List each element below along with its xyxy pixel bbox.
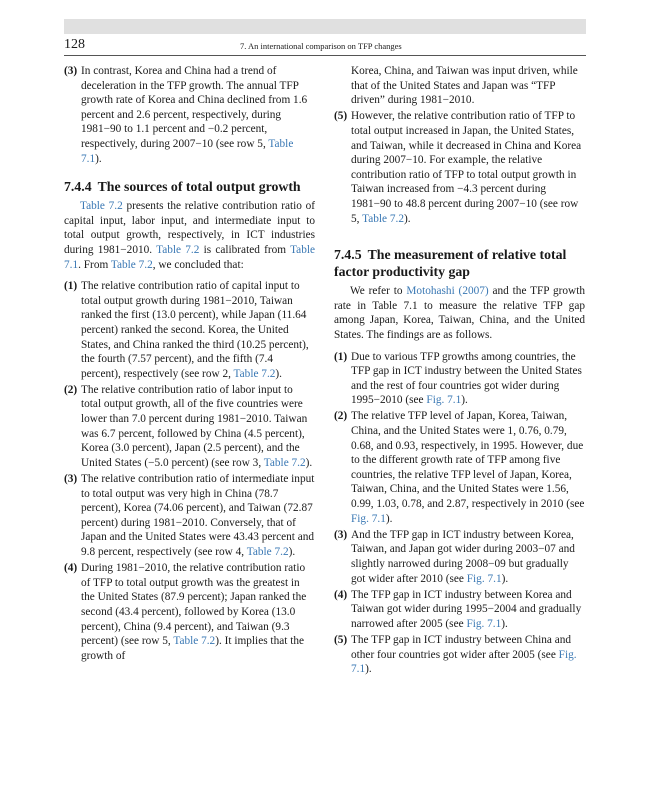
list-item: (4) The TFP gap in ICT industry between Korea and Taiwan got wider during 1995−2004 and gradually narrowed after 2005 (see Fig. 7.1). xyxy=(334,588,582,630)
section-number: 7.4.4 xyxy=(64,179,92,195)
table-link[interactable]: Table 7.2 xyxy=(110,258,153,271)
list-item: (5) However, the relative contribution ratio of TFP to total output increased in Japan, the United States, and Taiwan, while it decreased in China and Korea during 2007−10. For example, the relative contribution ratio of TFP to total output growth in Taiwan increased from −4.3 percent during 1981−90 to 48.8 percent during 2007−10 (see row 5, Table 7.2). xyxy=(334,110,582,225)
list-item: (3) And the TFP gap in ICT industry between Korea, Taiwan, and Japan got wider during 2003−07 and slightly narrowed during 2008−09 but gradually got wider after 2010 (see Fig. 7.1). xyxy=(334,528,575,585)
table-link[interactable]: Table 7.1 xyxy=(64,243,315,271)
table-link[interactable]: Table 7.2 xyxy=(80,200,123,213)
header-bar xyxy=(64,19,586,34)
table-link[interactable]: Table 7.2 xyxy=(263,456,306,469)
item-number: (1) xyxy=(64,280,78,293)
table-link[interactable]: Table 7.2 xyxy=(362,212,404,225)
right-column xyxy=(334,64,585,679)
list-item: (1) Due to various TFP growths among countries, the TFP gap in ICT industry between the United States and the rest of four countries got wider during 1995−2010 (see Fig. 7.1). xyxy=(334,350,582,407)
table-link[interactable]: Table 7.1 xyxy=(81,137,294,165)
section-title: The measurement of relative total factor productivity gap xyxy=(334,247,567,280)
item-text: The relative contribution ratio of intermediate input to total output was very high in China (78.7 percent), Korea (74.06 percent), and Taiwan (72.87 percent) during 1981−2010. Conversely, that of Japan and the United States were 43.43 percent and 9.8 percent, respectively (see row 4, xyxy=(81,473,315,558)
table-link[interactable]: Table 7.2 xyxy=(246,546,289,558)
section-number: 7.4.5 xyxy=(334,247,362,263)
left-column xyxy=(64,64,315,665)
item-number: (2) xyxy=(334,410,348,423)
item-text: Due to various TFP growths among countries, the TFP gap in ICT industry between the United States and the rest of four countries got wider during 1995−2010 (see xyxy=(351,350,582,407)
section-heading xyxy=(334,246,585,280)
list-item: (3) In contrast, Korea and China had a trend of deceleration in the TFP growth. The annual TFP growth rate of Korea and China declined from 1.6 percent and 2.6 percent, respectively, during 1981−90 to 1.1 percent and −0.2 percent, respectively, during 2007−10 (see row 5, Table 7.1). xyxy=(64,65,308,165)
citation-link[interactable]: Motohashi (2007) xyxy=(406,285,489,298)
item-number: (3) xyxy=(64,473,78,486)
item-number: (3) xyxy=(334,528,348,541)
item-number: (4) xyxy=(334,588,348,601)
item-text: The relative TFP level of Japan, Korea, Taiwan, China, and the United States were 1, 0.76, 0.79, 0.68, and 0.93, respectively, in 1995. However, due to the different growth rate of TFP among five countries, the relative TFP level of Japan, Korea, Taiwan, China, and the United States were 1.56, 0.99, 1.03, 0.78, and 2.87, respectively in 2010 (see xyxy=(351,410,585,511)
item-text: The TFP gap in ICT industry between China and other four countries got wider after 2005 (see xyxy=(351,634,572,661)
figure-link[interactable]: Fig. 7.1 xyxy=(466,572,502,585)
table-link[interactable]: Table 7.2 xyxy=(173,635,216,648)
item-text: The TFP gap in ICT industry between Korea and Taiwan got wider during 1995−2004 and gradually narrowed after 2005 (see xyxy=(351,588,582,630)
list-item: (2) The relative contribution ratio of labor input to total output growth, all of the five countries were lower than 7.0 percent during 1981−2010. Taiwan was 6.7 percent, followed by China (4.5 percent), Korea (3.0 percent), Japan (2.5 percent), and the United States (−5.0 percent) (see row 3, Table 7.2). xyxy=(64,383,313,469)
figure-link[interactable]: Fig. 7.1 xyxy=(351,648,577,676)
page-number: 128 xyxy=(64,37,85,52)
list-item: (1) The relative contribution ratio of capital input to total output growth during 1981−2010, Taiwan ranked the first (13.0 percent), while Japan (11.64 percent) ranked the second. Korea, the United States, and China ranked the third (10.25 percent), the fourth (7.57 percent), and the fifth (7.4 percent), respectively (see row 2, Table 7.2). xyxy=(64,280,309,380)
list-item: (2) The relative TFP level of Japan, Korea, Taiwan, China, and the United States were 1, 0.76, 0.79, 0.68, and 0.93, respectively, in 1995. However, due to the different growth rate of TFP among five countries, the relative TFP level of Japan, Korea, Taiwan, China, and the United States were 1.56, 0.99, 1.03, 0.78, and 2.87, respectively in 2010 (see Fig. 7.1). xyxy=(334,410,585,525)
continued-text: Korea, China, and Taiwan was input driven, while that of the United States and Japan was “TFP driven” during 1981−2010. xyxy=(351,65,578,107)
header-rule xyxy=(64,55,586,56)
item-text: In contrast, Korea and China had a trend of deceleration in the TFP growth. The annual TFP growth rate of Korea and China declined from 1.6 percent and 2.6 percent, respectively, during 1981−90 to 1.1 percent and −0.2 percent, respectively, during 2007−10 (see row 5, xyxy=(81,65,308,150)
section-heading xyxy=(64,178,315,195)
item-number: (4) xyxy=(64,562,78,575)
table-link[interactable]: Table 7.2 xyxy=(156,243,200,256)
item-text: And the TFP gap in ICT industry between Korea, Taiwan, and Japan got wider during 2003−07 and slightly narrowed during 2008−09 but gradually got wider after 2010 (see xyxy=(351,528,575,585)
item-text: During 1981−2010, the relative contribution ratio of TFP to total output growth was the greatest in the United States (87.9 percent); Japan ranked the second (43.4 percent), followed by Korea (13.0 percent), China (9.4 percent), and Taiwan (9.3 percent) (see row 5, xyxy=(81,562,307,648)
item-number: (5) xyxy=(334,110,348,123)
list-item: (5) The TFP gap in ICT industry between China and other four countries got wider after 2005 (see Fig. 7.1). xyxy=(334,634,577,676)
table-link[interactable]: Table 7.2 xyxy=(233,367,276,380)
item-text: The relative contribution ratio of capital input to total output growth during 1981−2010, Taiwan ranked the first (13.0 percent), while Japan (11.64 percent) ranked the second. Korea, the United States, and China ranked the third (10.25 percent), the fourth (7.57 percent), and the fifth (7.4 percent), respectively (see row 2, xyxy=(81,280,309,380)
paragraph: Table 7.2 presents the relative contribution ratio of capital input, labor input, and intermediate input to total output growth, respectively, in ICT industries during 1981−2010. Table 7.2 is calibrated from Table 7.1. From Table 7.2, we concluded that: xyxy=(64,200,316,271)
figure-link[interactable]: Fig. 7.1 xyxy=(426,394,462,407)
item-number: (3) xyxy=(64,65,78,77)
figure-link[interactable]: Fig. 7.1 xyxy=(466,617,502,630)
running-title: 7. An international comparison on TFP changes xyxy=(240,41,402,51)
item-number: (5) xyxy=(334,634,348,647)
list-item: (4) During 1981−2010, the relative contribution ratio of TFP to total output growth was the greatest in the United States (87.9 percent); Japan ranked the second (43.4 percent), followed by Korea (13.0 percent), China (9.4 percent), and Taiwan (9.3 percent) (see row 5, Table 7.2). It implies that the growth of xyxy=(64,562,307,662)
figure-link[interactable]: Fig. 7.1 xyxy=(351,512,386,525)
item-number: (1) xyxy=(334,350,348,363)
section-title: The sources of total output growth xyxy=(97,179,301,195)
item-text: However, the relative contribution ratio of TFP to total output increased in Japan, the United States, and Taiwan, while it decreased in China and Korea during 2007−10. For example, the relative contribution ratio of TFP to total output growth in Taiwan increased from −4.3 percent during 1981−90 to 48.8 percent during 2007−10 (see row 5, xyxy=(351,110,582,225)
paragraph: We refer to Motohashi (2007) and the TFP growth rate in Table 7.1 to measure the relative TFP gap among Japan, Korea, Taiwan, China, and the United States. The findings are as follows. xyxy=(334,285,585,341)
item-text: The relative contribution ratio of labor input to total output growth, all of the five countries were lower than 7.0 percent during 1981−2010. Taiwan was 6.7 percent, followed by China (4.5 percent), Korea (3.0 percent), Japan (2.5 percent), and the United States (−5.0 percent) (see row 3, xyxy=(81,383,308,469)
list-item: (3) The relative contribution ratio of intermediate input to total output was very high in China (78.7 percent), Korea (74.06 percent), and Taiwan (72.87 percent) during 1981−2010. Conversely, that of Japan and the United States were 43.43 percent and 9.8 percent, respectively (see row 4, Table 7.2). xyxy=(64,473,315,558)
item-number: (2) xyxy=(64,383,78,396)
